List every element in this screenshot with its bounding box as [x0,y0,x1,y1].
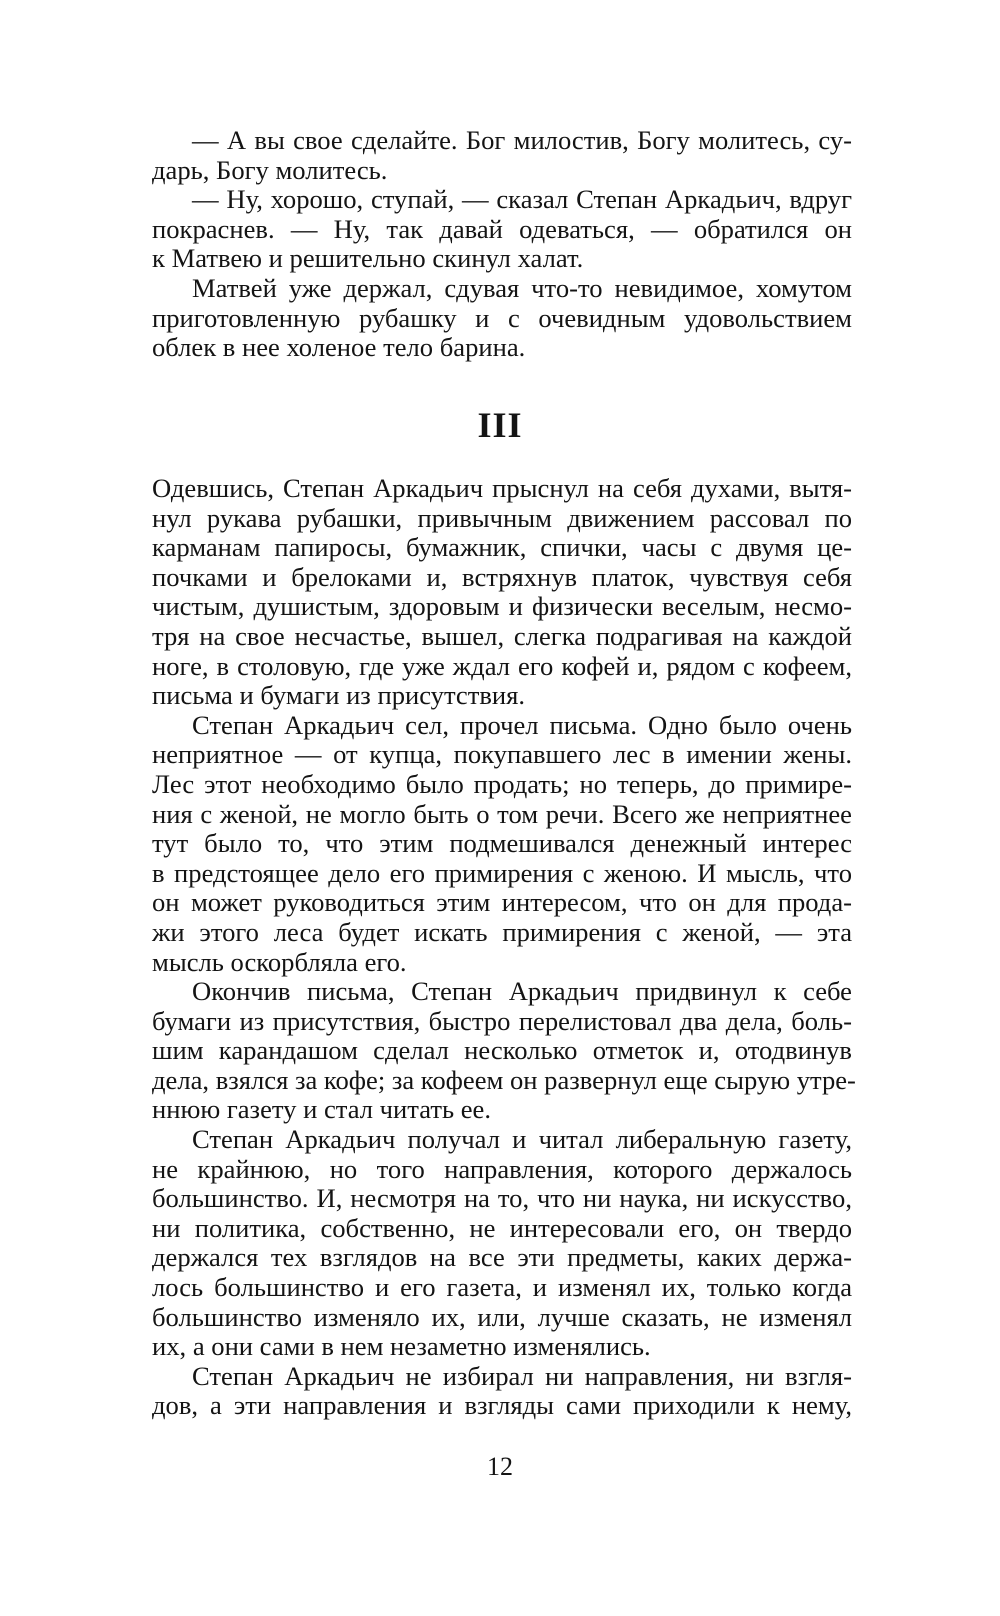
text-line: покраснев. — Ну, так давай одеваться, — обратился он [152,213,852,244]
text-line: почками и брелоками и, встряхнув платок, чувствуя себя [152,561,852,592]
text-line: Матвей уже держал, сдувая что-то невидимое, хомутом [192,272,852,303]
text-line: Степан Аркадьич получал и читал либеральную газету, [192,1124,852,1155]
text-line: Степан Аркадьич не избирал ни направления, ни взгля- [192,1360,852,1391]
text-line: шим карандашом сделал несколько отметок и, отодвинув [152,1035,852,1066]
text-line: он может руководиться этим интересом, что он для прода- [152,887,852,918]
text-line: лось большинство и его газета, и изменял их, только когда [152,1272,852,1303]
paragraph [152,274,852,363]
text-line: ни политика, собственно, не интересовали его, он твердо [152,1212,852,1243]
paragraph [152,185,852,274]
paragraph [152,126,852,185]
text-line: тут было то, что этим подмешивался денежный интерес [152,828,852,859]
text-line: чистым, душистым, здоровым и физически веселым, несмо- [152,591,852,622]
text-line: к Матвею и решительно скинул халат. [152,243,584,274]
text-line: карманам папиросы, бумажник, спички, часы с двумя це- [152,532,852,563]
text-line: приготовленную рубашку и с очевидным удовольствием [152,302,852,333]
text-line: не крайнюю, но того направления, которого держалось [152,1153,852,1184]
text-line: ннюю газету и стал читать ее. [152,1094,491,1125]
text-line: жи этого леса будет искать примирения с женой, — эта [152,916,852,947]
paragraph [152,711,852,977]
text-line: в предстоящее дело его примирения с женою. И мысль, что [152,857,852,888]
text-line: ния с женой, не могло быть о том речи. Всего же неприятнее [152,798,852,829]
text-line: — А вы свое сделайте. Бог милостив, Богу молитесь, су- [192,125,852,155]
paragraph [152,976,856,1125]
text-line: неприятное — от купца, покупавшего лес в имении жены. [152,739,852,770]
text-line: мысль оскорбляла его. [152,946,407,977]
text-line: — Ну, хорошо, ступай, — сказал Степан Аркадьич, вдруг [192,184,852,215]
text-line: Лес этот необходимо было продать; но теперь, до примире- [152,768,852,799]
text-line: облек в нее холеное тело барина. [152,332,526,363]
text-line: держался тех взглядов на все эти предметы, каких держа- [152,1242,852,1273]
text-line: большинство. И, несмотря на то, что ни наука, ни искусство, [152,1183,852,1214]
text-line: их, а они сами в нем незаметно изменялись. [152,1331,651,1362]
chapter-heading: III [477,405,523,445]
paragraph [152,474,852,711]
paragraph [152,1362,852,1421]
main-text-section [152,473,856,1421]
text-line: большинство изменяло их, или, лучше сказать, не изменял [152,1301,852,1332]
text-line: дарь, Богу молитесь. [152,154,388,185]
page-number: 12 [487,1452,513,1481]
top-text-section [152,126,852,363]
text-line: нул рукава рубашки, привычным движением рассовал по [152,502,852,533]
text-line: Окончив письма, Степан Аркадьич придвинул к себе [192,976,852,1007]
text-line: ноге, в столовую, где уже ждал его кофей и, рядом с кофеем, [152,650,852,681]
text-line: тря на свое несчастье, вышел, слегка подрагивая на каждой [152,620,852,651]
text-line: письма и бумаги из присутствия. [152,680,526,711]
text-line: дела, взялся за кофе; за кофеем он развернул еще сырую утре- [152,1064,856,1095]
text-line: дов, а эти направления и взгляды сами приходили к нему, [152,1390,852,1421]
text-line: Степан Аркадьич сел, прочел письма. Одно было очень [192,709,852,740]
text-line: Одевшись, Степан Аркадьич прыснул на себя духами, вытя- [152,473,852,503]
text-line: бумаги из присутствия, быстро перелистовал два дела, боль- [152,1005,852,1036]
paragraph [152,1125,852,1362]
